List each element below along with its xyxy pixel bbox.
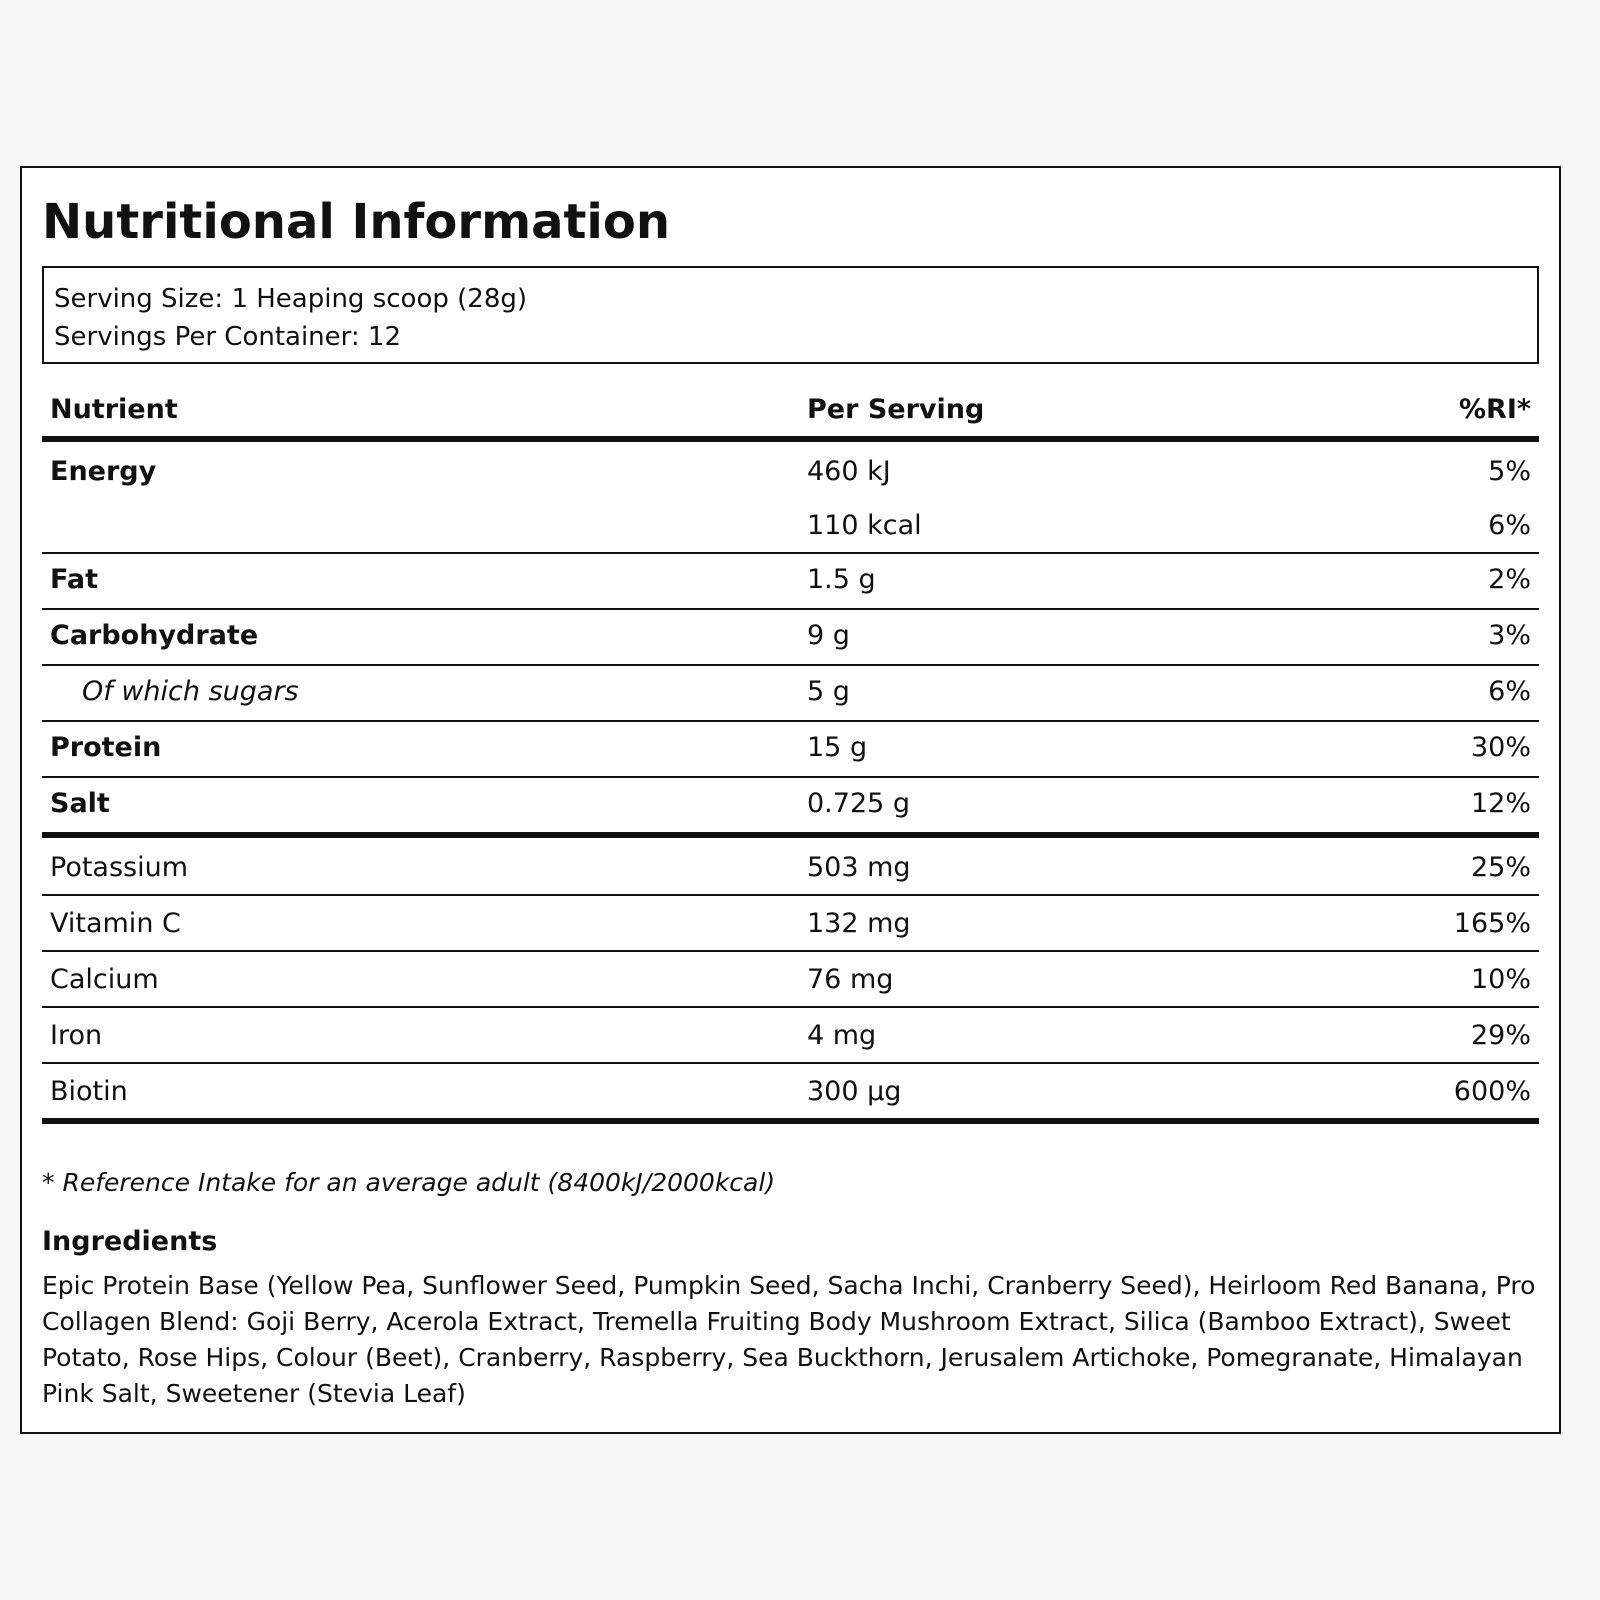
nutrient-name: Protein [50, 732, 162, 763]
nutrient-name: Calcium [50, 964, 159, 995]
table-row [42, 896, 1539, 952]
header-per-serving: Per Serving [807, 394, 985, 425]
nutrient-name: Of which sugars [82, 676, 299, 707]
table-row-energy [42, 442, 1539, 554]
table-row [42, 666, 1539, 722]
nutrient-ri: 600% [1453, 1076, 1531, 1107]
nutrient-ri: 5% [1488, 456, 1531, 487]
nutrient-name: Potassium [50, 852, 189, 883]
ingredients-heading: Ingredients [42, 1226, 218, 1257]
nutrient-ri: 10% [1470, 964, 1531, 995]
reference-intake-footnote: * Reference Intake for an average adult (8400kJ/2000kcal) [42, 1168, 776, 1197]
table-header [42, 386, 1539, 442]
nutrition-label [20, 166, 1561, 1434]
page-title: Nutritional Information [42, 194, 671, 250]
nutrient-amount: 15 g [807, 732, 868, 763]
serving-size: Serving Size: 1 Heaping scoop (28g) [54, 284, 528, 314]
nutrient-amount: 110 kcal [807, 510, 922, 541]
table-row [42, 554, 1539, 610]
nutrient-ri: 29% [1470, 1020, 1531, 1051]
table-row [42, 1064, 1539, 1124]
nutrient-amount: 300 µg [807, 1076, 902, 1107]
serving-info-box [42, 266, 1539, 364]
nutrient-amount: 1.5 g [807, 564, 876, 595]
nutrient-name: Salt [50, 788, 110, 819]
nutrient-ri: 25% [1470, 852, 1531, 883]
header-nutrient: Nutrient [50, 394, 178, 425]
servings-per-container: Servings Per Container: 12 [54, 322, 402, 352]
nutrient-ri: 6% [1488, 510, 1531, 541]
nutrient-amount: 5 g [807, 676, 850, 707]
nutrient-name: Fat [50, 564, 98, 595]
nutrient-ri: 30% [1470, 732, 1531, 763]
nutrient-name: Vitamin C [50, 908, 181, 939]
table-row [42, 952, 1539, 1008]
nutrient-amount: 4 mg [807, 1020, 877, 1051]
nutrient-amount: 76 mg [807, 964, 894, 995]
nutrient-ri: 3% [1488, 620, 1531, 651]
nutrient-name: Biotin [50, 1076, 128, 1107]
table-row [42, 610, 1539, 666]
nutrient-name: Iron [50, 1020, 103, 1051]
header-ri: %RI* [1458, 394, 1531, 425]
ingredients-list: Epic Protein Base (Yellow Pea, Sunflower Seed, Pumpkin Seed, Sacha Inchi, Cranberry Seed), Heirloom Red Banana, Pro Collagen Blend: Goji Berry, Acerola Extract, Tremella Fruiting Body Mushroom Extract, Silica (Bamboo Extract), Sweet Potato, Rose Hips, Colour (Beet), Cranberry, Raspberry, Sea Buckthorn, Jerusalem Artichoke, Pomegranate, Himalayan Pink Salt, Sweetener (Stevia Leaf) [42, 1271, 1536, 1408]
nutrient-name: Energy [50, 456, 157, 487]
nutrient-amount: 503 mg [807, 852, 911, 883]
nutrient-amount: 132 mg [807, 908, 911, 939]
nutrient-name: Carbohydrate [50, 620, 259, 651]
nutrient-ri: 2% [1488, 564, 1531, 595]
nutrient-ri: 6% [1488, 676, 1531, 707]
nutrient-ri: 12% [1470, 788, 1531, 819]
nutrient-ri: 165% [1453, 908, 1531, 939]
nutrient-amount: 460 kJ [807, 456, 891, 487]
table-row [42, 722, 1539, 778]
table-row [42, 1008, 1539, 1064]
nutrient-amount: 9 g [807, 620, 850, 651]
table-row [42, 838, 1539, 896]
nutrient-amount: 0.725 g [807, 788, 911, 819]
table-row [42, 778, 1539, 838]
